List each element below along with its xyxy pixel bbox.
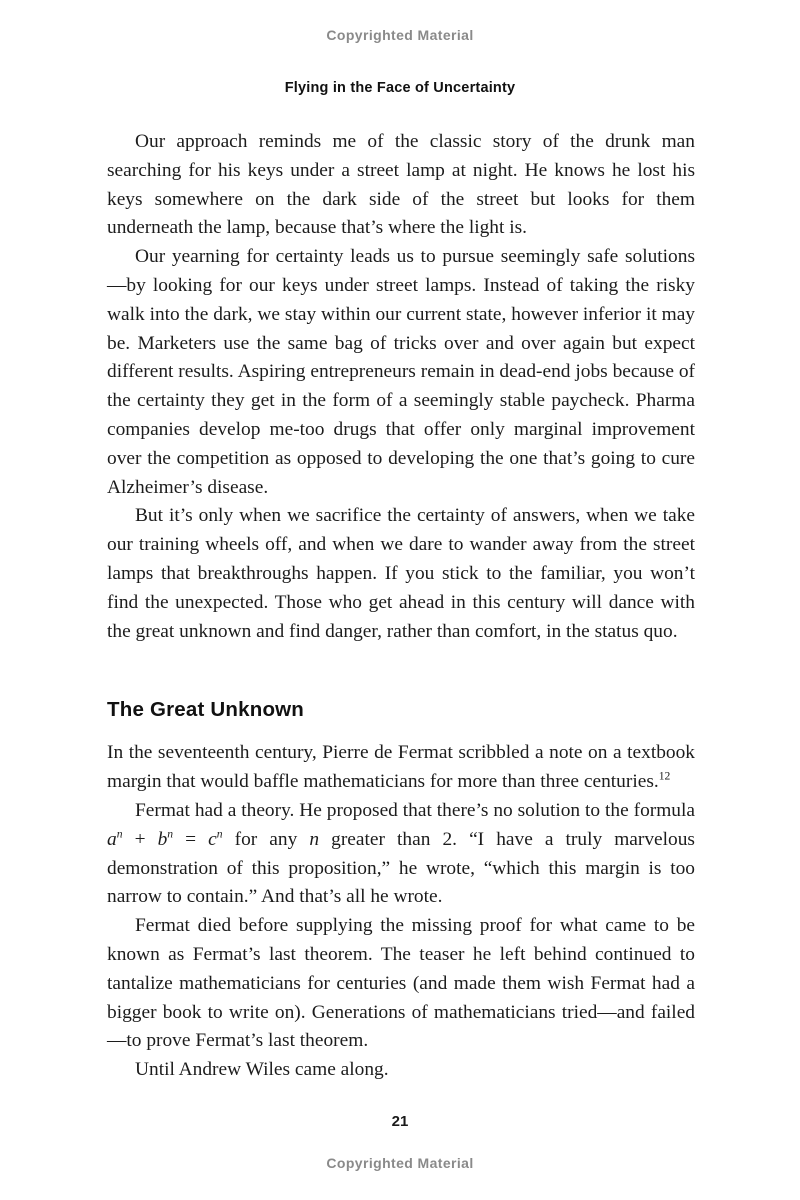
paragraph: Our yearning for certainty leads us to pursue seemingly safe solutions—by looking for our keys under street lamps. Instead of taking the risky walk into the dark, we stay within our current state, however inferior it may be. Marketers use the same bag of tricks over and over again but expect different results. Aspiring entrepreneurs remain in dead-end jobs because of the certainty they get in the form of a seemingly stable paycheck. Pharma companies develop me-too drugs that offer only marginal improvement over the competition as opposed to developing the one that’s going to cure Alzheimer’s disease. [107,246,695,498]
copyright-notice-top: Copyrighted Material [326,27,474,43]
page-number: 21 [391,1113,409,1130]
paragraph: In the seventeenth century, Pierre de Fermat scribbled a note on a textbook margin that would baffle mathematicians for more than three centuries.$^{12}$ [107,742,695,793]
paragraph: Until Andrew Wiles came along. [135,1059,389,1081]
paragraph: But it’s only when we sacrifice the certainty of answers, when we take our training wheels off, and when we dare to wander away from the street lamps that breakthroughs happen. If you stick to the familiar, you won’t find the unexpected. Those who get ahead in this century will dance with the great unknown and find danger, rather than comfort, in the status quo. [107,505,695,642]
paragraph: Fermat had a theory. He proposed that there’s no solution to the formula $a^n + b^n = c^n$ for any n greater than 2. “I have a truly marvelous demonstration of this proposition,” he wrote, “which this margin is too narrow to contain.” And that’s all he wrote. [107,799,695,908]
paragraph: Our approach reminds me of the classic story of the drunk man searching for his keys under a street lamp at night. He knows he lost his keys somewhere on the dark side of the street but looks for them underneath the lamp, because that’s where the light is. [107,131,695,239]
running-head: Flying in the Face of Uncertainty [284,80,516,96]
section-heading: The Great Unknown [107,698,305,722]
paragraph: Fermat died before supplying the missing proof for what came to be known as Fermat’s last theorem. The teaser he left behind continued to tantalize mathematicians for centuries (and made them wish Fermat had a bigger book to write on). Generations of mathematicians tried—and failed—to prove Fermat’s last theorem. [107,915,695,1052]
copyright-notice-bottom: Copyrighted Material [326,1155,474,1171]
body-text [107,128,695,1085]
